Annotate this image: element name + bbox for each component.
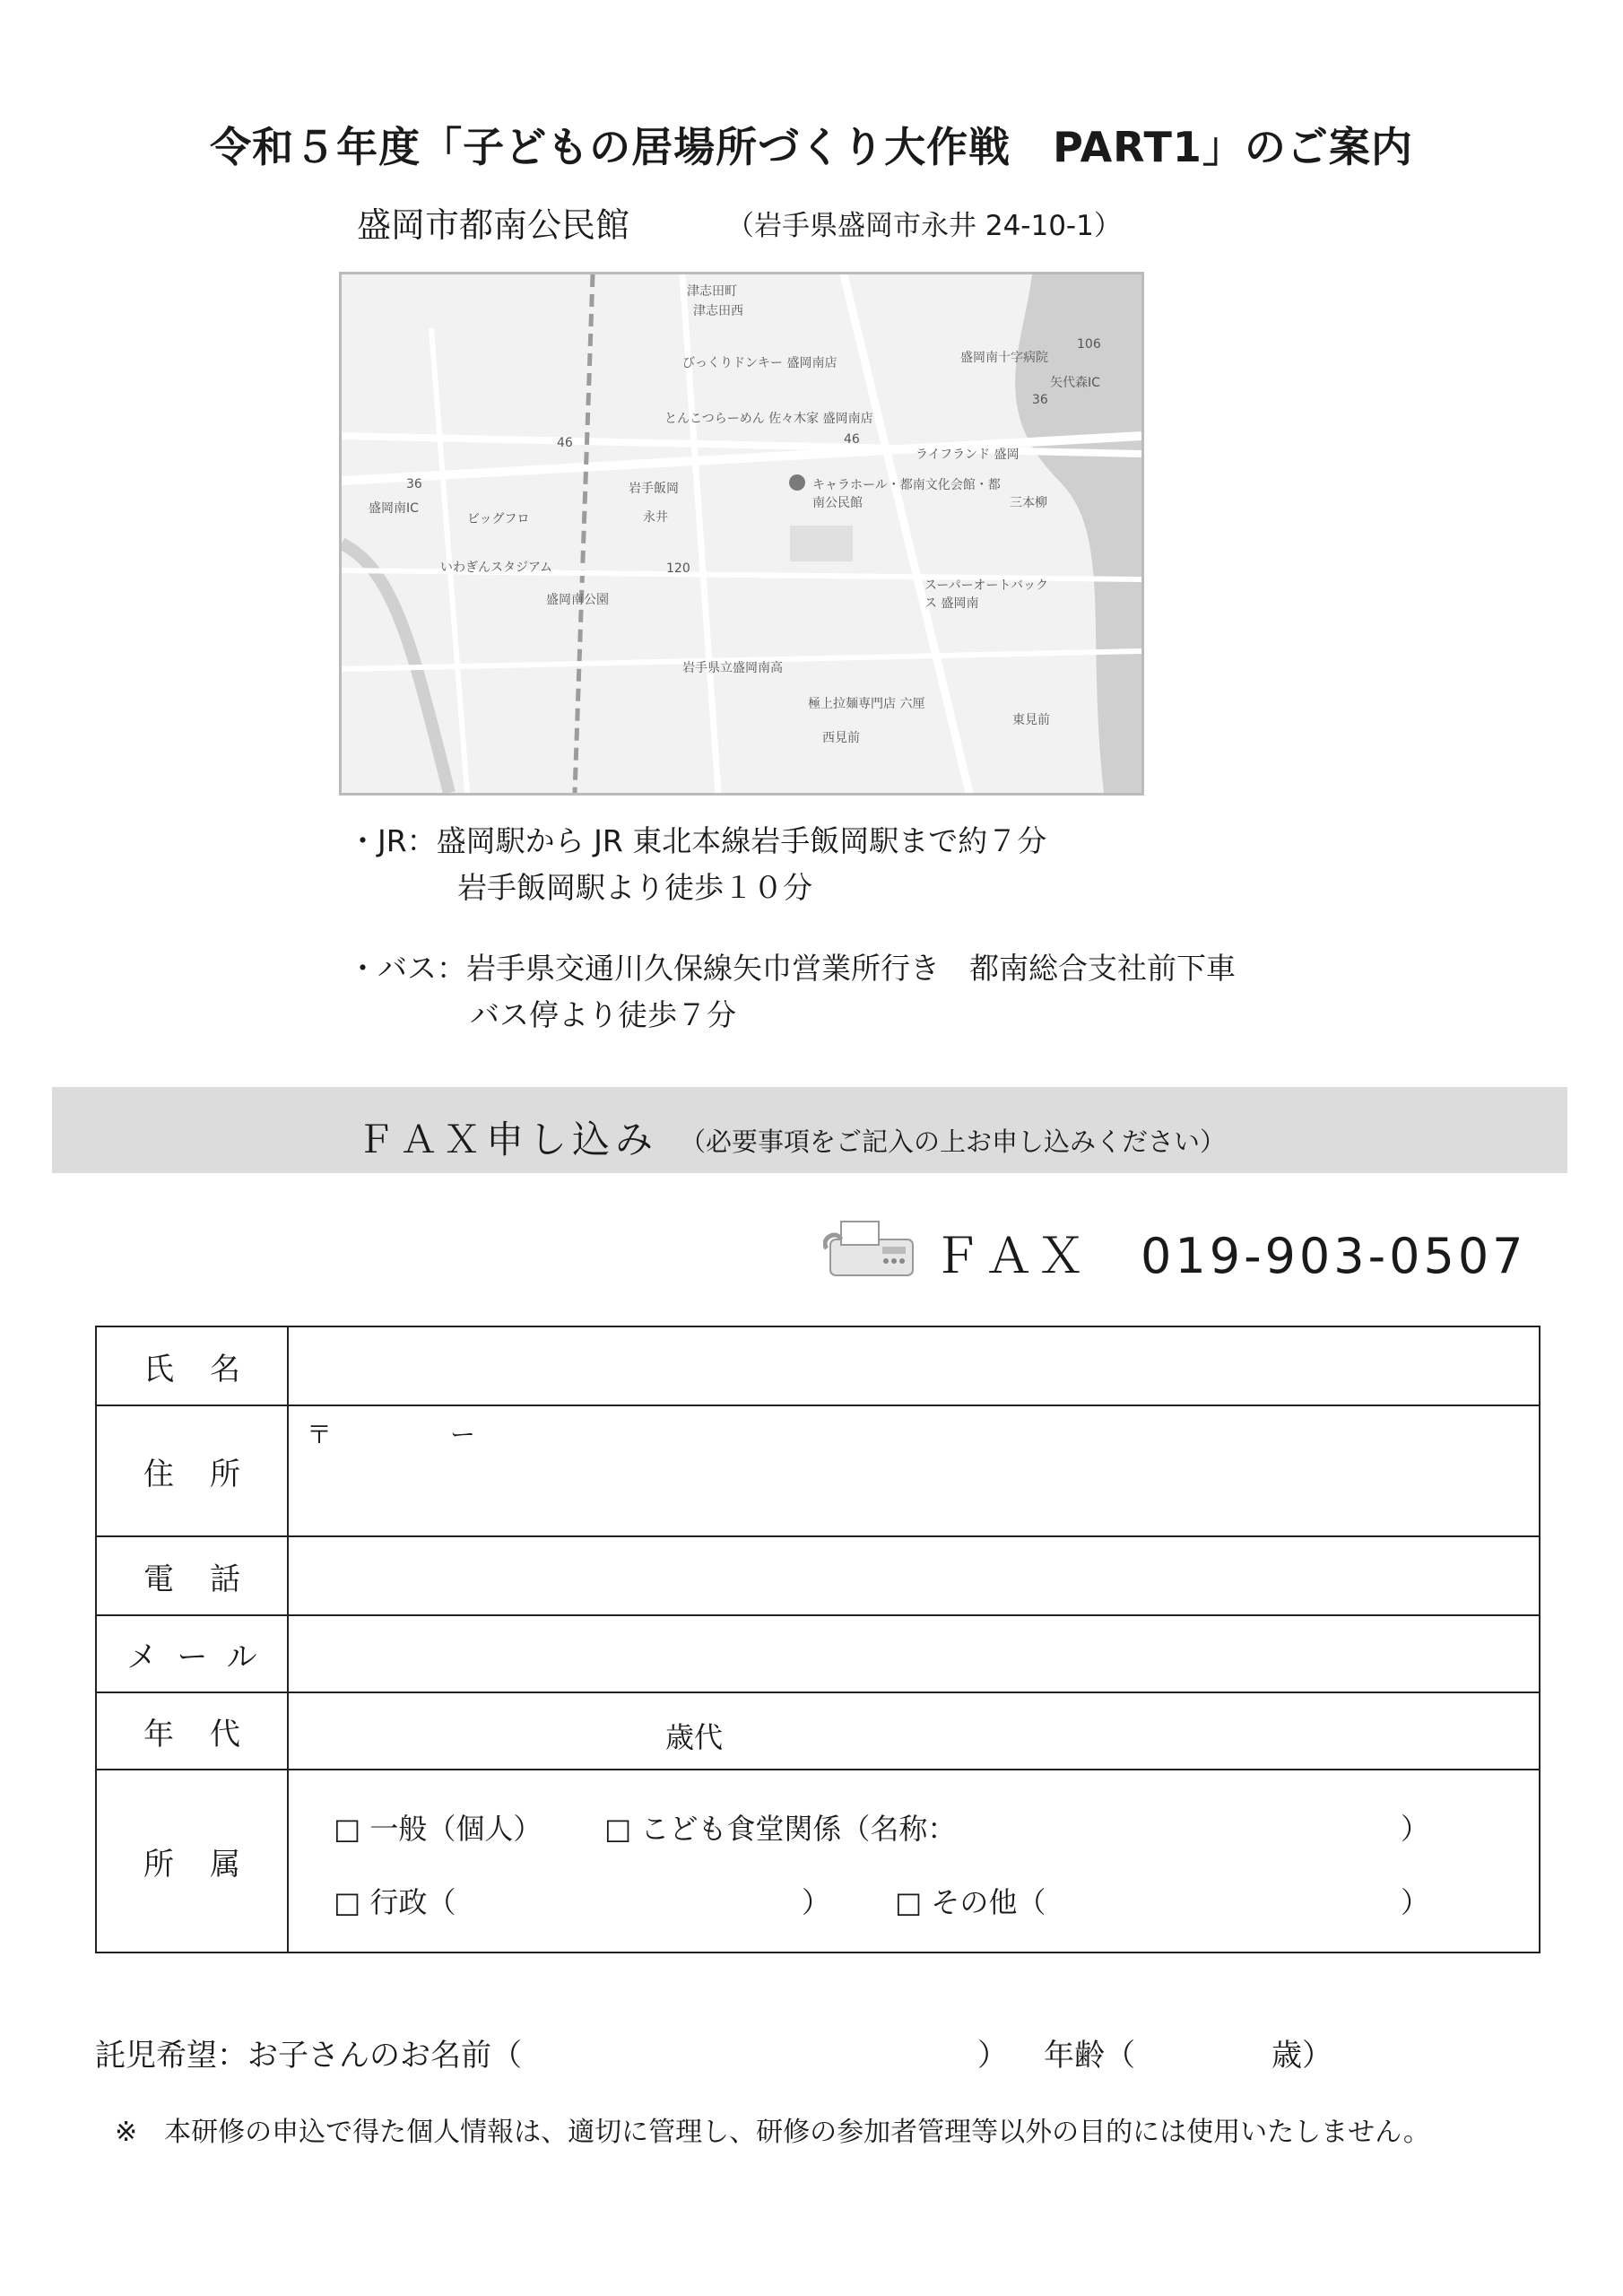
aff-kids-close: ） (1401, 1812, 1430, 1846)
map-label: 岩手県立盛岡南高 (682, 661, 783, 675)
email-field[interactable] (288, 1615, 1540, 1692)
fax-number: ＦＡＸ 019-903-0507 (933, 1228, 1527, 1284)
map-label: 津志田西 (693, 304, 743, 318)
fax-section-note: （必要事項をご記入の上お申し込みください） (680, 1126, 1227, 1157)
map-label: 津志田町 (687, 284, 737, 299)
map-label: 矢代森IC (1050, 376, 1100, 390)
address-field[interactable] (288, 1405, 1540, 1536)
map-label: 盛岡南IC (369, 501, 419, 516)
route-number: 46 (844, 432, 860, 447)
map-label: 盛岡南十字病院 (960, 351, 1048, 365)
route-number: 120 (666, 561, 690, 576)
privacy-notice: ※ 本研修の申込で得た個人情報は、適切に管理し、研修の参加者管理等以外の目的には使用いたしません。 (115, 2117, 1430, 2148)
email-label: メール (96, 1615, 288, 1692)
map-label: いわぎんスタジアム (440, 561, 553, 575)
phone-label: 電話 (96, 1536, 288, 1615)
fax-machine-icon (823, 1213, 918, 1283)
map-label: 東見前 (1012, 713, 1050, 727)
access-bus-line2: バス停より徒歩７分 (470, 997, 736, 1032)
map-label: 西見前 (822, 731, 860, 745)
childcare-age-close: 歳） (1271, 2038, 1332, 2074)
route-number: 36 (1032, 393, 1048, 407)
venue-name: 盛岡市都南公民館 (357, 205, 630, 245)
map-label: 三本柳 (1010, 496, 1047, 510)
route-number: 106 (1077, 337, 1101, 352)
aff-other-close: ） (1401, 1885, 1430, 1919)
map-label: 岩手飯岡 (629, 482, 679, 496)
name-field[interactable] (288, 1326, 1540, 1405)
age-unit: 歳代 (665, 1720, 724, 1754)
fax-section-title: ＦＡＸ申し込み (357, 1118, 659, 1161)
map-label: ライフランド 盛岡 (916, 448, 1020, 462)
aff-general-checkbox[interactable]: □ 一般（個人） (334, 1812, 542, 1846)
phone-field[interactable] (288, 1536, 1540, 1615)
affiliation-field (288, 1770, 1540, 1952)
map-label: ビッグフロ (467, 512, 530, 526)
access-bus-line1: ・バス：岩手県交通川久保線矢巾営業所行き 都南総合支社前下車 (348, 951, 1236, 986)
map-label-venue: キャラホール・都南文化会館・都南公民館 (812, 478, 1001, 510)
map-label: 盛岡南公園 (546, 593, 609, 607)
route-number: 46 (557, 436, 573, 450)
map-label: びっくりドンキー 盛岡南店 (682, 356, 838, 370)
aff-gov-close: ） (802, 1885, 831, 1919)
postal-mark: 〒 (307, 1420, 333, 1449)
name-label: 氏名 (96, 1326, 288, 1405)
age-field[interactable] (288, 1692, 1540, 1770)
page-title: 令和５年度「子どもの居場所づくり大作戦 PART1」のご案内 (210, 123, 1413, 171)
address-label: 住所 (96, 1405, 288, 1536)
venue-address: （岩手県盛岡市永井 24-10-1） (726, 210, 1122, 242)
postal-dash: ー (450, 1420, 476, 1449)
route-number: 36 (406, 477, 422, 491)
map-label: スーパーオートバックス 盛岡南 (924, 578, 1049, 611)
access-jr-line2: 岩手飯岡駅より徒歩１０分 (457, 870, 812, 905)
aff-other-checkbox[interactable]: □ その他（ (895, 1885, 1046, 1919)
childcare-age-label: 年齢（ (1044, 2038, 1135, 2074)
map-label: 永井 (643, 510, 668, 525)
map-label: 極上拉麺専門店 六厘 (808, 697, 925, 711)
childcare-label: 託児希望：お子さんのお名前（ (95, 2038, 522, 2074)
venue-map (339, 272, 1144, 796)
childcare-close: ） (977, 2038, 1008, 2074)
map-label: とんこつらーめん 佐々木家 盛岡南店 (664, 412, 873, 426)
age-label: 年代 (96, 1692, 288, 1770)
application-form (95, 1326, 1541, 1953)
aff-gov-checkbox[interactable]: □ 行政（ (334, 1885, 456, 1919)
aff-kids-cafeteria-checkbox[interactable]: □ こども食堂関係（名称： (604, 1812, 957, 1846)
access-jr-line1: ・JR：盛岡駅から JR 東北本線岩手飯岡駅まで約７分 (348, 823, 1047, 858)
affiliation-label: 所属 (96, 1770, 288, 1952)
